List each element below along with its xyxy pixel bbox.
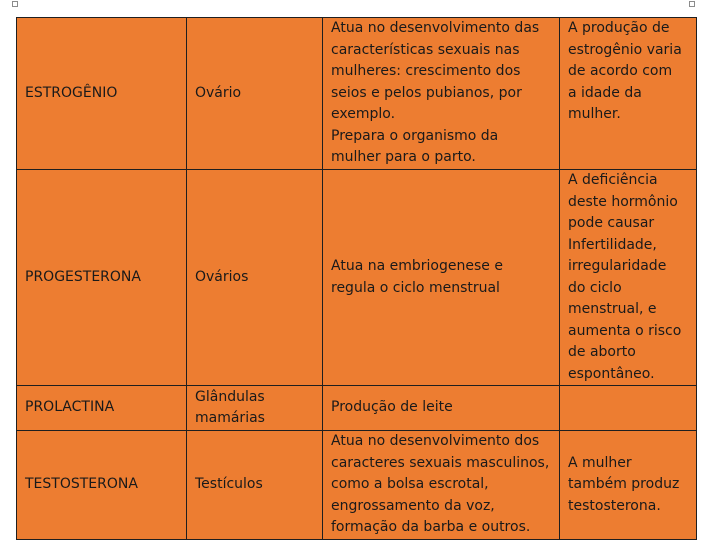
gland-cell[interactable]: Glândulas mamárias <box>187 386 323 431</box>
hormone-cell[interactable]: PROGESTERONA <box>17 170 187 386</box>
note-cell[interactable]: A deficiência deste hormônio pode causar Infertilidade, irregularidade do ciclo menstrual, e aumenta o risco de aborto espontâneo. <box>560 170 697 386</box>
gland-cell[interactable]: Ovários <box>187 170 323 386</box>
gland-cell[interactable]: Testículos <box>187 431 323 540</box>
table-row <box>17 386 697 431</box>
table-move-handle[interactable] <box>12 1 18 7</box>
hormone-cell[interactable]: TESTOSTERONA <box>17 431 187 540</box>
function-cell[interactable]: Atua na embriogenese e regula o ciclo menstrual <box>323 170 560 386</box>
note-cell[interactable]: A produção de estrogênio varia de acordo com a idade da mulher. <box>560 18 697 170</box>
table-row <box>17 170 697 386</box>
function-cell[interactable]: Produção de leite <box>323 386 560 431</box>
function-cell[interactable]: Atua no desenvolvimento dos caracteres sexuais masculinos, como a bolsa escrotal, engrossamento da voz, formação da barba e outros. <box>323 431 560 540</box>
note-cell[interactable]: A mulher também produz testosterona. <box>560 431 697 540</box>
gland-cell[interactable]: Ovário <box>187 18 323 170</box>
hormone-table <box>16 17 697 540</box>
hormone-cell[interactable]: PROLACTINA <box>17 386 187 431</box>
table-row <box>17 18 697 170</box>
hormone-cell[interactable]: ESTROGÊNIO <box>17 18 187 170</box>
function-cell[interactable]: Atua no desenvolvimento das características sexuais nas mulheres: crescimento dos seios e pelos pubianos, por exemplo. Prepara o organismo da mulher para o parto. <box>323 18 560 170</box>
note-cell[interactable] <box>560 386 697 431</box>
table-row <box>17 431 697 540</box>
table-resize-handle[interactable] <box>689 1 695 7</box>
